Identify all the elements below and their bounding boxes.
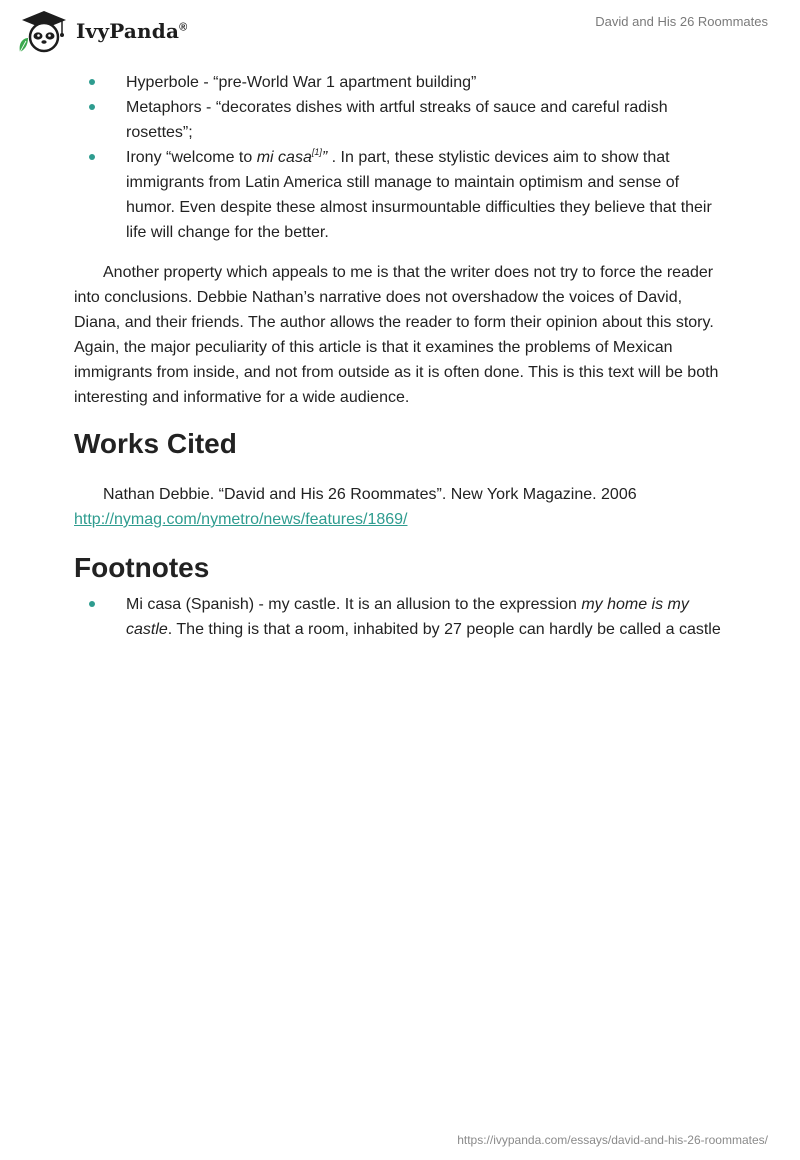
footnotes-list (74, 592, 724, 642)
footnote-ref[interactable]: [1] (311, 147, 322, 157)
page-header (0, 0, 800, 60)
citation-entry: Nathan Debbie. “David and His 26 Roommates”. New York Magazine. 2006 http://nymag.com/nymetro/news/features/1869/ (74, 486, 637, 528)
list-item: Metaphors - “decorates dishes with artful streaks of sauce and careful radish rosettes”; (74, 95, 724, 145)
panda-graduate-icon (14, 8, 74, 54)
brand-name: IvyPanda® (76, 19, 188, 43)
body-paragraph: Another property which appeals to me is that the writer does not try to force the reader into conclusions. Debbie Nathan’s narrative does not overshadow the voices of David, Diana, and their friends. The author allows the reader to form their opinion about this story. Again, the major peculiarity of this article is that it examines the problems of Mexican immigrants from inside, and not from outside as it is often done. This is this text will be both interesting and informative for a wide audience. (74, 264, 719, 406)
brand-logo[interactable] (14, 8, 187, 54)
footnotes-heading: Footnotes (74, 552, 210, 583)
stylistic-devices-list (74, 70, 724, 245)
footnote-item: Mi casa (Spanish) - my castle. It is an allusion to the expression my home is my castle. The thing is that a room, inhabited by 27 people can hardly be called a castle (74, 592, 724, 642)
list-item: Hyperbole - “pre-World War 1 apartment building” (74, 70, 724, 95)
citation-link[interactable]: http://nymag.com/nymetro/news/features/1869/ (74, 511, 408, 528)
works-cited-heading: Works Cited (74, 428, 237, 459)
list-item: Irony “welcome to mi casa[1]” . In part, these stylistic devices aim to show that immigrants from Latin America still manage to maintain optimism and sense of humor. Even despite these almost insurmountable difficulties they believe that their life will change for the better. (74, 145, 724, 245)
mi-casa-term: mi casa (256, 149, 312, 166)
document-title: David and His 26 Roommates (595, 14, 768, 29)
footer-url[interactable]: https://ivypanda.com/essays/david-and-his-26-roommates/ (457, 1133, 768, 1147)
essay-content (74, 70, 724, 642)
